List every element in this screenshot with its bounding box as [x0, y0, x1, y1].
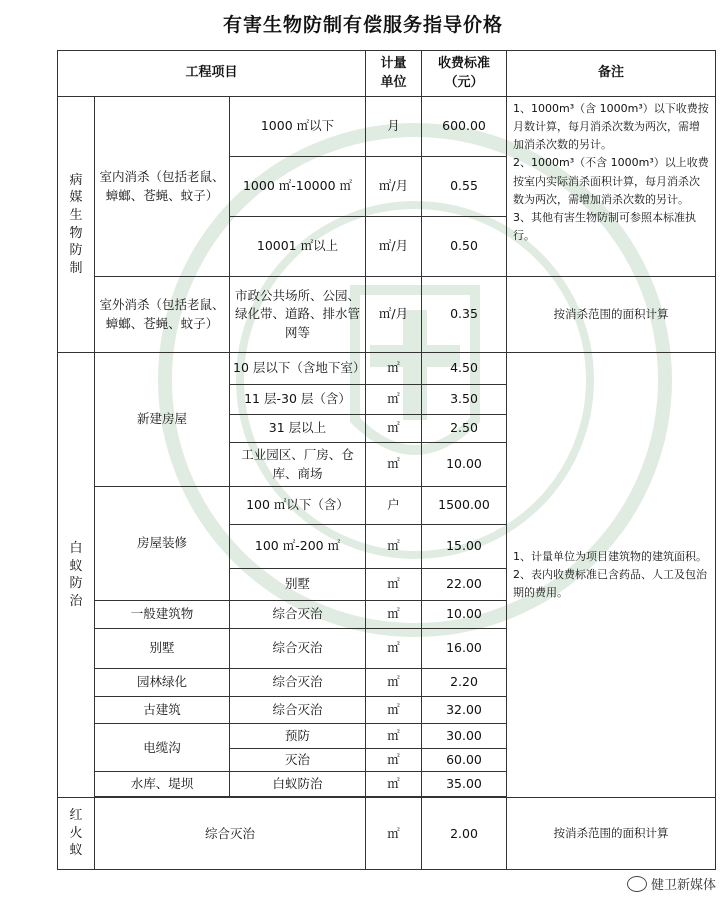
- header-project: 工程项目: [58, 51, 366, 97]
- category-termite: 白 蚁 防 治: [58, 353, 95, 798]
- unit-cell: ㎡/月: [366, 217, 422, 277]
- cable-trench-label: 电缆沟: [95, 724, 230, 772]
- row-label: 园林绿化: [95, 669, 230, 697]
- unit-cell: 户: [366, 487, 422, 525]
- unit-cell: ㎡: [366, 525, 422, 569]
- item-cell: 综合灭治: [230, 629, 366, 669]
- item-cell: 综合灭治: [230, 697, 366, 724]
- item-cell: 综合灭治: [230, 669, 366, 697]
- outdoor-remark: 按消杀范围的面积计算: [507, 277, 716, 353]
- decoration-label: 房屋装修: [95, 487, 230, 601]
- unit-cell: ㎡: [366, 601, 422, 629]
- remark-line: 1、计量单位为项目建筑物的建筑面积。: [513, 549, 707, 563]
- remark-line: 2、表内收费标准已含药品、人工及包治期的费用。: [513, 567, 707, 600]
- remark-line: 1、1000m³（含 1000m³）以下收费按月数计算，每月消杀次数为两次，需增加消杀次数的另计。: [513, 102, 709, 152]
- item-cell: 31 层以上: [230, 415, 366, 443]
- remark-line: 3、其他有害生物防制可参照本标准执行。: [513, 210, 696, 242]
- unit-cell: ㎡: [366, 798, 422, 870]
- unit-cell: ㎡: [366, 749, 422, 772]
- row-label: 水库、堤坝: [95, 772, 230, 797]
- fee-cell: 600.00: [422, 97, 507, 157]
- fire-ant-remark: 按消杀范围的面积计算: [507, 798, 716, 870]
- unit-cell: ㎡/月: [366, 277, 422, 353]
- header-unit: 计量 单位: [366, 51, 422, 97]
- fee-cell: 16.00: [422, 629, 507, 669]
- table-row: [58, 353, 716, 385]
- unit-cell: ㎡: [366, 569, 422, 601]
- fee-cell: 10.00: [422, 443, 507, 487]
- item-cell: 11 层-30 层（含）: [230, 385, 366, 415]
- unit-cell: ㎡: [366, 353, 422, 385]
- fee-cell: 2.00: [422, 798, 507, 870]
- fee-cell: 3.50: [422, 385, 507, 415]
- fee-cell: 10.00: [422, 601, 507, 629]
- fee-cell: 22.00: [422, 569, 507, 601]
- header-remark: 备注: [507, 51, 716, 97]
- item-cell: 10001 ㎡以上: [230, 217, 366, 277]
- item-cell: 100 ㎡以下（含）: [230, 487, 366, 525]
- unit-cell: ㎡: [366, 443, 422, 487]
- unit-cell: 月: [366, 97, 422, 157]
- item-cell: 灭治: [230, 749, 366, 772]
- item-cell: 预防: [230, 724, 366, 749]
- item-cell: 综合灭治: [230, 601, 366, 629]
- fee-cell: 35.00: [422, 772, 507, 797]
- fee-cell: 60.00: [422, 749, 507, 772]
- wechat-icon: [627, 876, 647, 892]
- row-label: 一般建筑物: [95, 601, 230, 629]
- unit-cell: ㎡: [366, 697, 422, 724]
- brand-mark: [627, 874, 716, 893]
- fee-cell: 2.50: [422, 415, 507, 443]
- item-cell: 10 层以下（含地下室）: [230, 353, 366, 385]
- unit-cell: ㎡: [366, 415, 422, 443]
- unit-cell: ㎡: [366, 724, 422, 749]
- brand-name: 健卫新媒体: [650, 878, 716, 893]
- price-table: [57, 50, 716, 870]
- fee-cell: 30.00: [422, 724, 507, 749]
- row-label: 别墅: [95, 629, 230, 669]
- termite-remark: [507, 353, 716, 798]
- category-disease-vector: 病 媒 生 物 防 制: [58, 97, 95, 353]
- table-row: [58, 277, 716, 353]
- item-cell: 1000 ㎡-10000 ㎡: [230, 157, 366, 217]
- fee-cell: 1500.00: [422, 487, 507, 525]
- page-title: 有害生物防制有偿服务指导价格: [222, 14, 503, 36]
- unit-cell: ㎡: [366, 629, 422, 669]
- unit-cell: ㎡: [366, 385, 422, 415]
- unit-cell: ㎡/月: [366, 157, 422, 217]
- item-cell: 白蚁防治: [230, 772, 366, 797]
- table-header-row: [58, 51, 716, 97]
- fee-cell: 32.00: [422, 697, 507, 724]
- remark-line: 2、1000m³（不含 1000m³）以上收费按室内实际消杀面积计算，每月消杀次数为两次，需增加消杀次数的另计。: [513, 156, 709, 206]
- fee-cell: 4.50: [422, 353, 507, 385]
- fee-cell: 0.55: [422, 157, 507, 217]
- indoor-remark: [507, 97, 716, 277]
- unit-cell: ㎡: [366, 772, 422, 797]
- unit-cell: ㎡: [366, 669, 422, 697]
- header-fee: 收费标准 （元）: [422, 51, 507, 97]
- item-cell: 别墅: [230, 569, 366, 601]
- category-fire-ant: 红 火 蚁: [58, 798, 95, 870]
- table-row: [58, 798, 716, 870]
- item-cell: 1000 ㎡以下: [230, 97, 366, 157]
- fee-cell: 0.35: [422, 277, 507, 353]
- fee-cell: 2.20: [422, 669, 507, 697]
- item-cell: 综合灭治: [95, 798, 366, 870]
- fee-cell: 15.00: [422, 525, 507, 569]
- new-building-label: 新建房屋: [95, 353, 230, 487]
- item-cell: 工业园区、厂房、仓库、商场: [230, 443, 366, 487]
- outdoor-label: 室外消杀（包括老鼠、蟑螂、苍蝇、蚊子）: [95, 277, 230, 353]
- row-label: 古建筑: [95, 697, 230, 724]
- item-cell: 市政公共场所、公园、绿化带、道路、排水管网等: [230, 277, 366, 353]
- table-row: [58, 97, 716, 157]
- fee-cell: 0.50: [422, 217, 507, 277]
- indoor-label: 室内消杀（包括老鼠、蟑螂、苍蝇、蚊子）: [95, 97, 230, 277]
- item-cell: 100 ㎡-200 ㎡: [230, 525, 366, 569]
